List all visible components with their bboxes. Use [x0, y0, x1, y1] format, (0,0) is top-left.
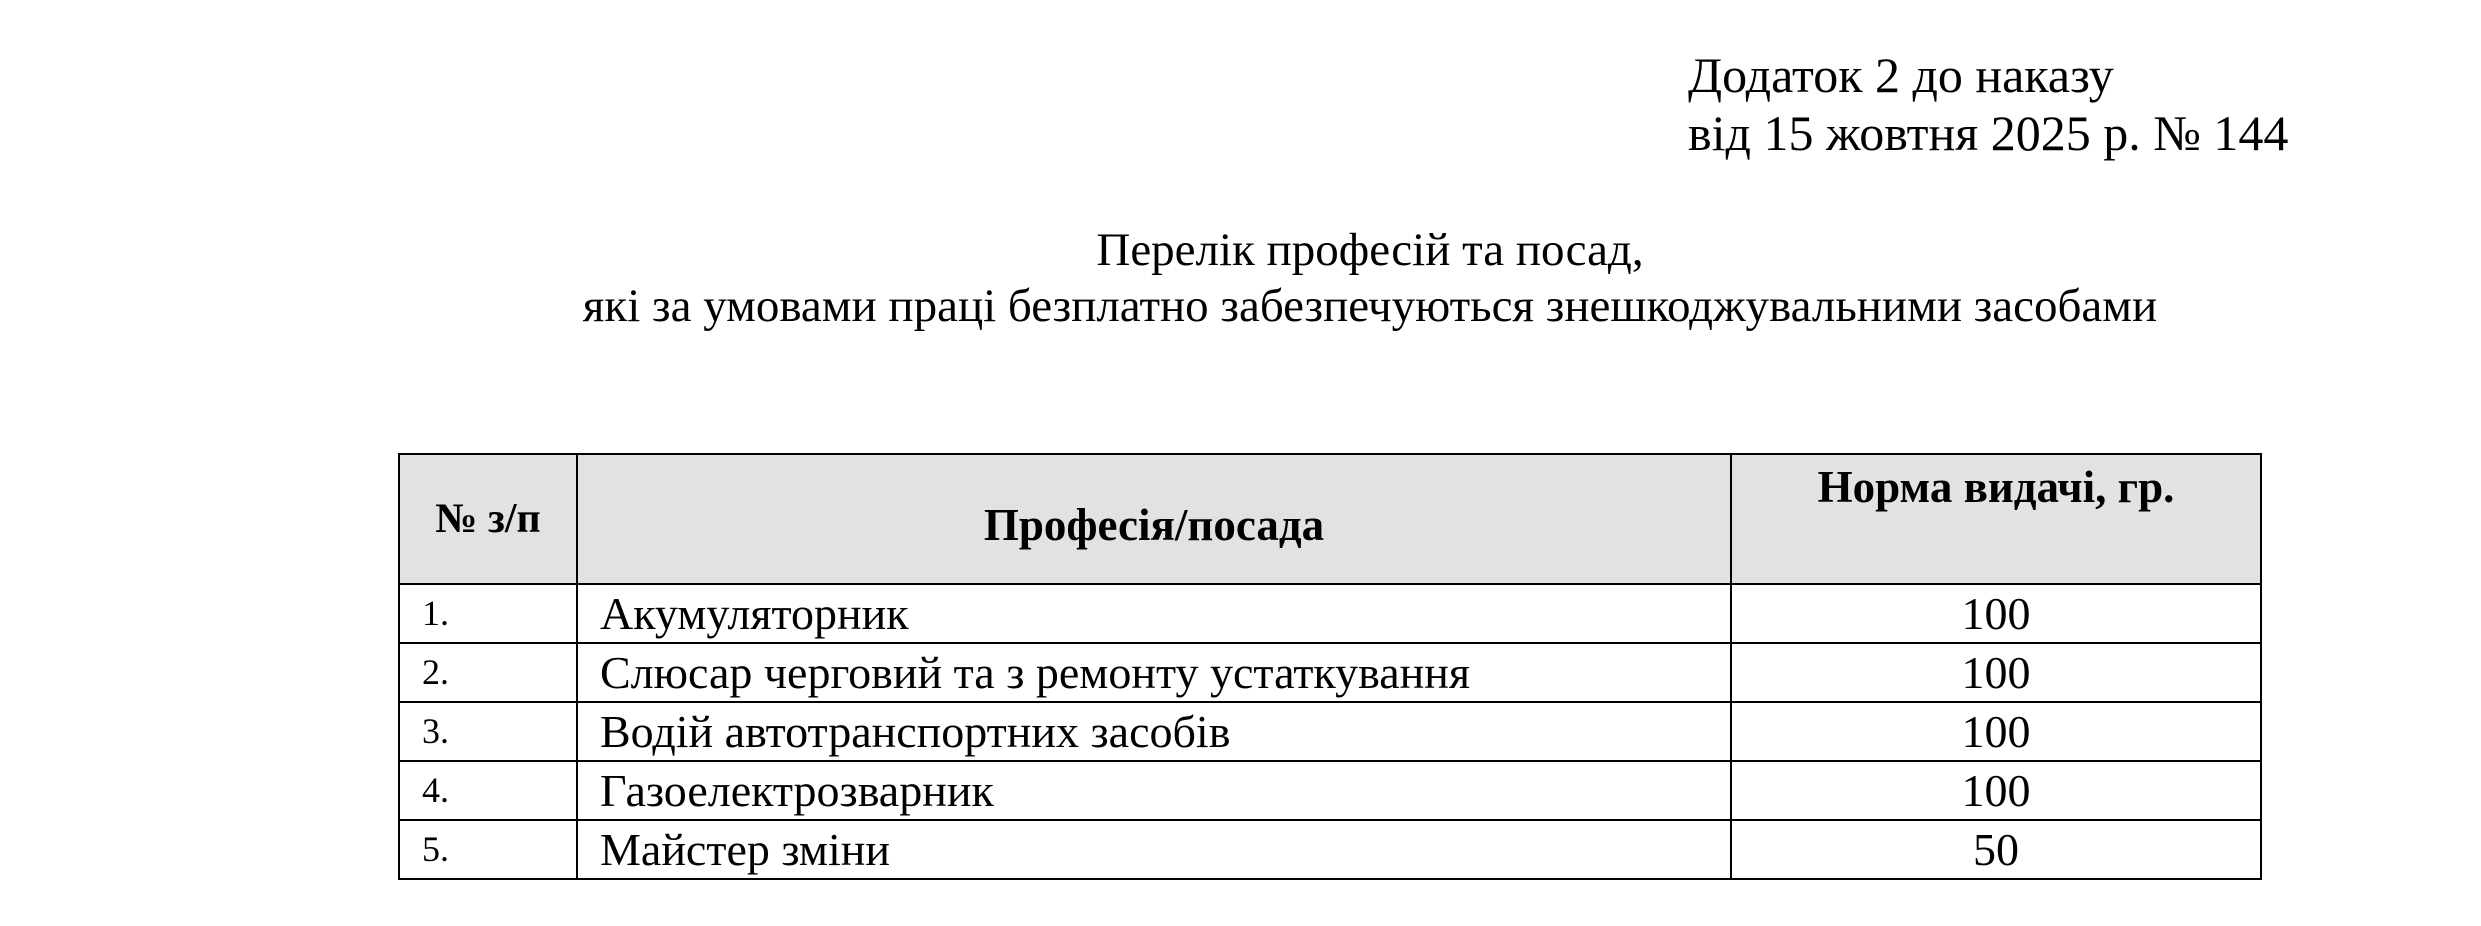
- row-number: 1.: [399, 584, 577, 643]
- row-number: 4.: [399, 761, 577, 820]
- column-header-profession: Професія/посада: [577, 454, 1731, 584]
- row-norm: 50: [1731, 820, 2261, 879]
- appendix-line-1: Додаток 2 до наказу: [1688, 47, 2114, 103]
- column-header-norm: Норма видачі, гр.: [1731, 454, 2261, 584]
- row-number: 3.: [399, 702, 577, 761]
- row-number: 2.: [399, 643, 577, 702]
- row-profession: Газоелектрозварник: [577, 761, 1731, 820]
- title-line-1: Перелік професій та посад,: [1096, 224, 1644, 276]
- professions-table: [398, 453, 2262, 880]
- row-norm: 100: [1731, 584, 2261, 643]
- row-norm: 100: [1731, 643, 2261, 702]
- appendix-reference: [1688, 46, 2288, 162]
- row-profession: Водій автотранспортних засобів: [577, 702, 1731, 761]
- row-profession: Майстер зміни: [577, 820, 1731, 879]
- table-row: [399, 820, 2261, 879]
- row-profession: Слюсар черговий та з ремонту устаткування: [577, 643, 1731, 702]
- row-norm: 100: [1731, 761, 2261, 820]
- row-norm: 100: [1731, 702, 2261, 761]
- column-header-number: № з/п: [399, 454, 577, 584]
- table-row: [399, 643, 2261, 702]
- row-profession: Акумуляторник: [577, 584, 1731, 643]
- table-row: [399, 761, 2261, 820]
- table-row: [399, 702, 2261, 761]
- table-row: [399, 584, 2261, 643]
- document-title: [380, 222, 2360, 334]
- appendix-line-2: від 15 жовтня 2025 р. № 144: [1688, 105, 2289, 161]
- table-header-row: [399, 454, 2261, 584]
- row-number: 5.: [399, 820, 577, 879]
- title-line-2: які за умовами праці безплатно забезпечуються знешкоджувальними засобами: [582, 280, 2158, 332]
